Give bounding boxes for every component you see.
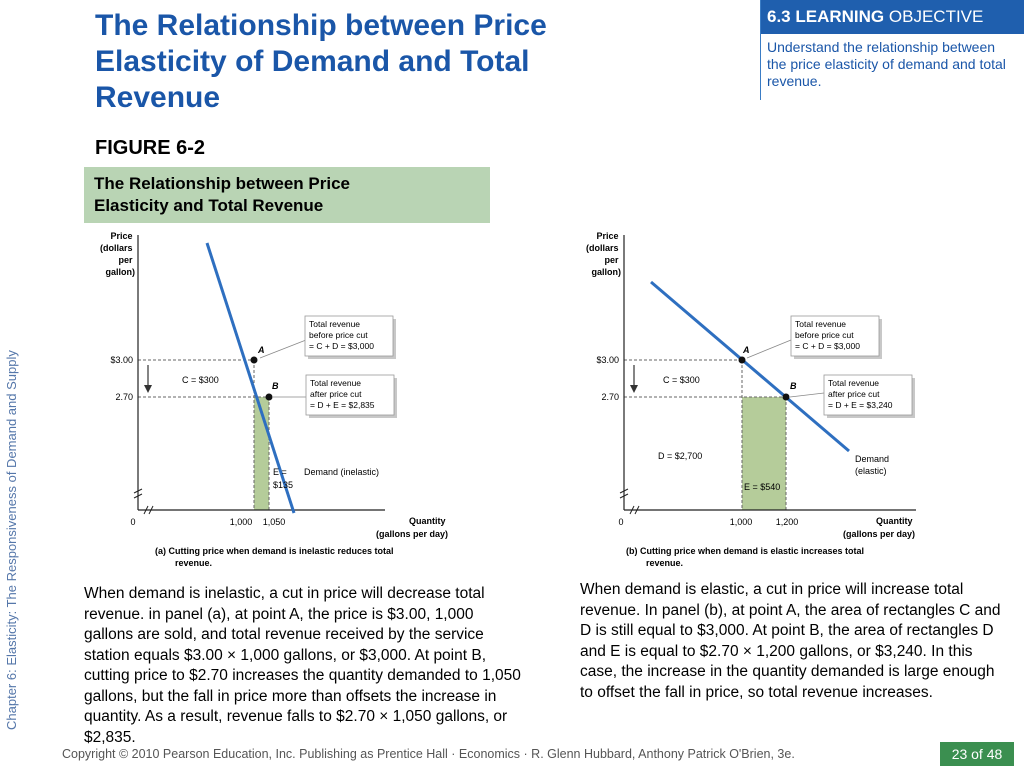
page-number: 23 of 48 xyxy=(940,742,1014,766)
panel-a-label-a: A xyxy=(258,345,265,355)
learning-objective-box xyxy=(760,0,1024,100)
copyright-footer: Copyright © 2010 Pearson Education, Inc. Publishing as Prentice Hall · Economics · R. Glenn Hubbard, Anthony Patrick O'Brien, 3e. xyxy=(62,747,795,761)
panel-a-callout-line-before xyxy=(260,340,306,358)
panel-a-caption: (a) Cutting price when demand is inelastic reduces total revenue. xyxy=(155,546,394,568)
panel-b-point-a xyxy=(739,357,746,364)
panel-b-callout-line-before xyxy=(747,340,791,358)
slide-title: The Relationship between Price Elasticity of Demand and Total Revenue xyxy=(95,9,547,114)
figure-caption-line1: The Relationship between Price xyxy=(94,174,351,193)
panel-b-rect-c-label: C = $300 xyxy=(663,375,700,385)
panel-a-point-a xyxy=(251,357,258,364)
panel-b-rect-d-label: D = $2,700 xyxy=(658,451,703,461)
panel-a-xtick-1000: 1,000 xyxy=(229,517,253,527)
panel-a-point-b xyxy=(266,394,273,401)
panel-a-xtick-0: 0 xyxy=(130,517,136,527)
figure-label: FIGURE 6-2 xyxy=(95,137,206,159)
panel-a-demand-label: Demand (inelastic) xyxy=(304,467,380,477)
panel-a-rect-c-label: C = $300 xyxy=(182,375,219,385)
panel-b-diagram xyxy=(566,225,966,575)
panel-a-ytick-270: 2.70 xyxy=(115,392,133,402)
panel-a-ytick-300: $3.00 xyxy=(110,355,133,365)
panel-b-ytick-300: $3.00 xyxy=(596,355,619,365)
panel-a-x-label: Quantity (gallons per day) xyxy=(375,516,448,539)
figure-caption-line2: Elasticity and Total Revenue xyxy=(94,196,324,215)
objective-bold: LEARNING xyxy=(795,7,885,26)
panel-a-y-label: Price (dollars per gallon) xyxy=(99,231,135,277)
learning-objective-text: Understand the relationship between the price elasticity of demand and total revenue. xyxy=(767,39,1006,89)
panel-a-diagram xyxy=(80,225,480,575)
panel-b-x-label: Quantity (gallons per day) xyxy=(842,516,915,539)
panel-b-caption: (b) Cutting price when demand is elastic increases total revenue. xyxy=(626,546,865,568)
panel-b-demand-label: Demand (elastic) xyxy=(855,454,890,476)
panel-b-xtick-1200: 1,200 xyxy=(775,517,799,527)
learning-objective-header xyxy=(761,0,1024,34)
objective-number: 6.3 xyxy=(767,7,791,26)
objective-normal: OBJECTIVE xyxy=(888,7,984,26)
panel-b-explanation: When demand is elastic, a cut in price will increase total revenue. In panel (b), at point A, the area of rectangles C and D is still equal to $3,000. At point B, the area of rectangles D and E is equal to $2.70 × 1,200 gallons, or $3,240. In this case, the increase in the quantity demanded is large enough to offset the fall in price, so total revenue increases. xyxy=(580,581,1001,701)
panel-b-ytick-270: 2.70 xyxy=(601,392,619,402)
panel-b-rect-e xyxy=(742,397,786,510)
panel-b-y-label: Price (dollars per gallon) xyxy=(585,231,621,277)
panel-a-price-arrowhead xyxy=(144,385,152,393)
figure-caption xyxy=(84,167,490,223)
panel-a-rect-e-label: E = $135 xyxy=(273,467,294,490)
panel-a-box-after-text: Total revenue after price cut = D + E = $2,835 xyxy=(310,378,375,410)
panel-b-label-b: B xyxy=(790,381,797,391)
chapter-side-text: Chapter 6: Elasticity: The Responsiveness of Demand and Supply xyxy=(4,350,19,730)
panel-b-box-after-text: Total revenue after price cut = D + E = $3,240 xyxy=(828,378,893,410)
panel-a-explanation: When demand is inelastic, a cut in price will decrease total revenue. in panel (a), at point A, the price is $3.00, 1,000 gallons are sold, and total revenue received by the service station equals $3.00 × 1,000 gallons, or $3,000. At point B, cutting price to $2.70 increases the quantity demanded to 1,050 gallons, but the fall in price more than offsets the increase in quantity. As a result, revenue falls to $2.70 × 1,050 gallons, or $2,835. xyxy=(84,585,521,746)
panel-a-xtick-1050: 1,050 xyxy=(262,517,286,527)
panel-a-label-b: B xyxy=(272,381,279,391)
panel-b-xtick-1000: 1,000 xyxy=(729,517,753,527)
panel-b-xtick-0: 0 xyxy=(618,517,624,527)
panel-b-box-before-text: Total revenue before price cut = C + D = $3,000 xyxy=(795,319,860,351)
panel-b-point-b xyxy=(783,394,790,401)
panel-b-price-arrowhead xyxy=(630,385,638,393)
panel-b-callout-line-after xyxy=(790,393,824,397)
panel-b-rect-e-label: E = $540 xyxy=(744,482,781,492)
panel-a-box-before-text: Total revenue before price cut = C + D = $3,000 xyxy=(309,319,374,351)
panel-b-label-a: A xyxy=(743,345,750,355)
